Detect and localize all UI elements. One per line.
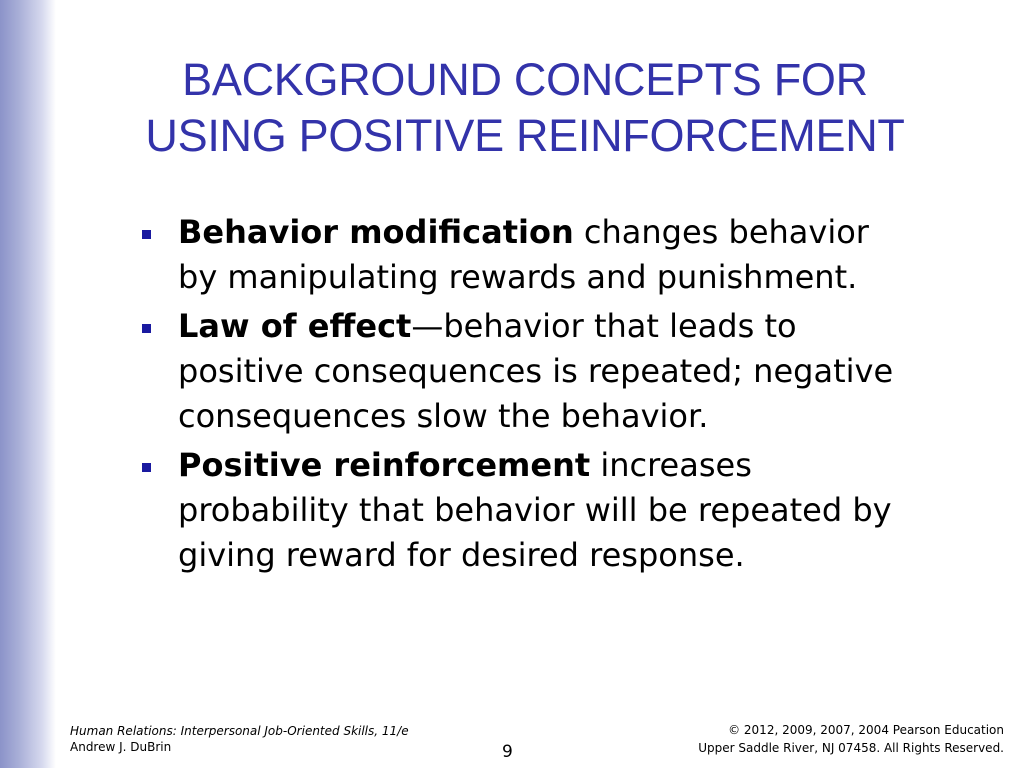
bullet-list: [178, 210, 918, 582]
footer-copyright-line-2: Upper Saddle River, NJ 07458. All Rights Reserved.: [698, 741, 1004, 755]
bullet-term: Law of effect: [178, 307, 412, 345]
bullet-item-behavior-modification: [178, 210, 918, 300]
footer-author: Andrew J. DuBrin: [70, 740, 172, 754]
bullet-text: —behavior that leads to positive consequences is repeated; negative consequences slow the behavior.: [178, 307, 894, 435]
footer-copyright: [698, 721, 1004, 757]
slide-title: [60, 52, 990, 164]
bullet-text: changes behavior by manipulating rewards and punishment.: [178, 213, 869, 296]
bullet-text: increases probability that behavior will be repeated by giving reward for desired response.: [178, 446, 892, 574]
slide-title-line-2: USING POSITIVE REINFORCEMENT: [145, 110, 905, 161]
page-number: 9: [502, 742, 513, 762]
square-bullet-icon: [142, 230, 151, 239]
bullet-term: Behavior modification: [178, 213, 574, 251]
footer-copyright-line-1: © 2012, 2009, 2007, 2004 Pearson Education: [728, 723, 1004, 737]
bullet-term: Positive reinforcement: [178, 446, 591, 484]
bullet-item-positive-reinforcement: [178, 443, 918, 578]
bullet-separator: [574, 213, 584, 251]
bullet-separator: [590, 446, 600, 484]
left-decorative-bar: [0, 0, 56, 768]
footer-book-info: [70, 723, 409, 755]
bullet-item-law-of-effect: [178, 304, 918, 439]
slide-title-line-1: BACKGROUND CONCEPTS FOR: [182, 54, 868, 105]
footer-book-title: Human Relations: Interpersonal Job-Oriented Skills, 11/e: [70, 724, 409, 738]
square-bullet-icon: [142, 463, 151, 472]
square-bullet-icon: [142, 324, 151, 333]
